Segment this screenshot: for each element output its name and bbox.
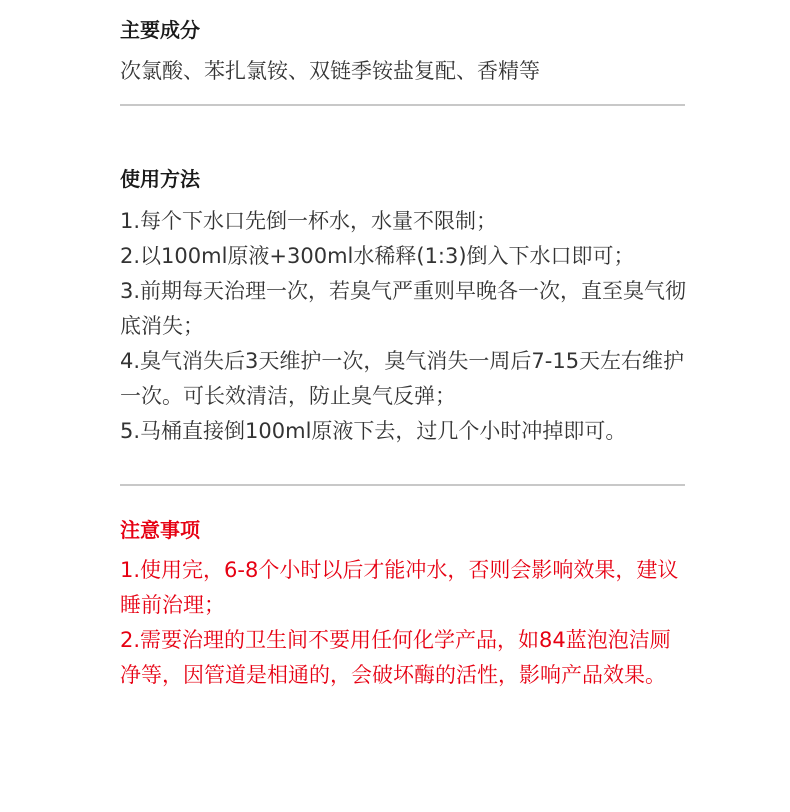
usage-list <box>120 204 690 449</box>
notes-section <box>120 516 690 693</box>
usage-step: 4.臭气消失后3天维护一次，臭气消失一周后7-15天左右维护一次。可长效清洁，防止臭气反弹； <box>120 349 685 408</box>
usage-step: 5.马桶直接倒100ml原液下去，过几个小时冲掉即可。 <box>120 419 627 443</box>
ingredients-heading: 主要成分 <box>120 18 200 42</box>
notes-item: 1.使用完，6-8个小时以后才能冲水，否则会影响效果，建议睡前治理； <box>120 558 679 617</box>
usage-step: 2.以100ml原液+300ml水稀释(1:3)倒入下水口即可； <box>120 244 635 268</box>
divider <box>120 484 685 486</box>
notes-list <box>120 553 690 693</box>
ingredients-section <box>120 16 690 89</box>
usage-section <box>120 165 690 449</box>
usage-heading: 使用方法 <box>120 167 200 191</box>
divider <box>120 104 685 106</box>
notes-heading: 注意事项 <box>120 518 200 542</box>
usage-step: 1.每个下水口先倒一杯水，水量不限制； <box>120 209 498 233</box>
ingredients-text: 次氯酸、苯扎氯铵、双链季铵盐复配、香精等 <box>120 59 540 83</box>
notes-item: 2.需要治理的卫生间不要用任何化学产品，如84蓝泡泡洁厕净等，因管道是相通的，会破坏酶的活性，影响产品效果。 <box>120 628 671 687</box>
usage-step: 3.前期每天治理一次，若臭气严重则早晚各一次，直至臭气彻底消失； <box>120 279 687 338</box>
